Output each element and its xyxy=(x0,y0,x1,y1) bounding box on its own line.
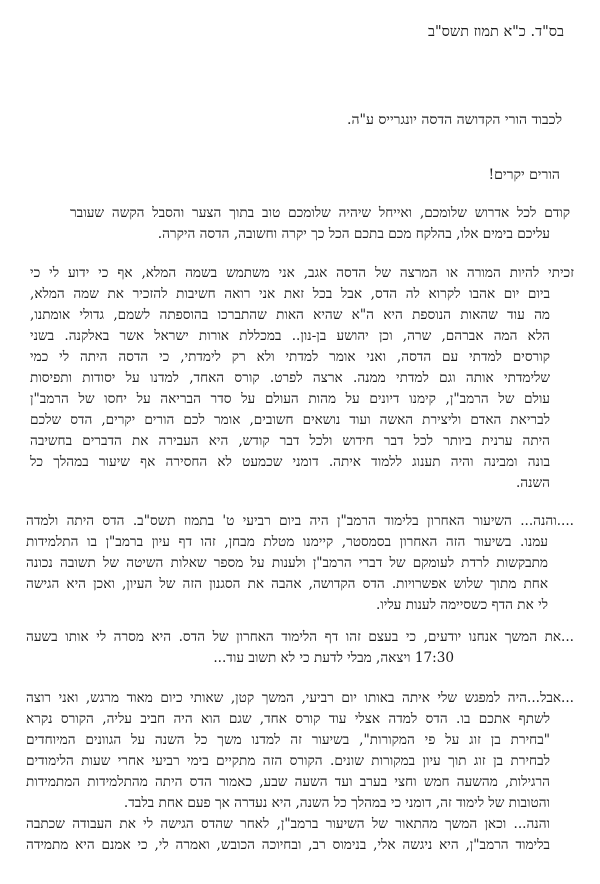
paragraph-line: הרגילות, מהשעה חמש וחצי בערב ועד השעה שבע, כאמור הדס היתה מהתלמידות המתמידות xyxy=(26,774,550,790)
paragraph-opening xyxy=(70,203,570,245)
paragraph-line: היתה ערנית ביותר לכל דבר חידוש ולכל דבר קודש, היא העבירה את הדברים בחשיבה xyxy=(30,433,550,449)
greeting: הורים יקרים! xyxy=(488,167,560,183)
paragraph-line: מתבקשות לרדת לעומקם של דברי הרמב"ן ולענות על מספר שאלות השיטה של תשובה נכונה xyxy=(26,555,548,571)
paragraph-line: לי את הדף כשסיימה לענות עליו. xyxy=(375,597,548,613)
date-line: בס"ד. כ"א תמוז תשס"ב xyxy=(428,24,564,40)
paragraph-line: "בחירת בן זוג על פי המקורות", בשיעור זה למדנו משך כל השנה על הגוונים המיוחדים xyxy=(26,732,550,748)
paragraph-line: הלא המה אברהם, שרה, וכן יהושע בן-נון.. במכללת אורות ישראל אשר באלקנה. בשני xyxy=(30,328,550,344)
paragraph-line: עמנו. בשיעור הזה האחרון בסמסטר, קיימנו מטלת מבחן, זהו דף עיון ברמב"ן בו התלמידות xyxy=(26,534,548,550)
paragraph-line: ...אבל...היה למפגש שלי איתה באותו יום רביעי, המשך קטן, שאותי כיום מאוד מרגש, ואני רוצה xyxy=(26,690,574,706)
paragraph-line: בונה ומבינה והיה תענוג ללמוד איתה. דומני שכמעט לא החסירה אף שיעור במהלך כל xyxy=(30,454,550,470)
paragraph-line: זכיתי להיות המורה או המרצה של הדסה אגב, אני משתמש בשמה המלא, אף כי ידוע לי כי xyxy=(30,265,574,281)
paragraph-line: לבריאת האדם וליצירת האשה ועוד נושאים חשובים, אומר לכם הורים יקרים, הדס שלכם xyxy=(30,412,550,428)
paragraph-line: והטובות של לימוד זה, דומני כי במהלך כל השנה, היא נעדרה אך פעם אחת בלבד. xyxy=(123,795,550,811)
paragraph-line: והנה... וכאן המשך מהתאור של השיעור ברמב"ן, לאחר שהדס הגישה לי את העבודה שכתבה xyxy=(26,816,550,832)
paragraph-line: קורסים למדתי עם הדסה, ואני אומר למדתי ולא רק לימדתי, כי הדסה היתה לי כמי xyxy=(30,349,550,365)
paragraph-line: עולם של הרמב"ן, קימנו דיונים על מהות העולם על סדר הבריאה על יחסו של הרמב"ן xyxy=(30,391,550,407)
paragraph-line: עליכם בימים אלו, בהלקח מכם בתכם הכל כך יקרה וחשובה, הדסה היקרה. xyxy=(157,226,550,242)
paragraph-line: בלימוד הרמב"ן, היא ניגשה אלי, בנימוס רב, ובחיוכה הכובש, ואמרה לי, כי אמנם היא מתמידה xyxy=(26,837,550,853)
paragraph-line: השנה. xyxy=(515,475,550,491)
paragraph-line: 17:30 ויצאה, מבלי לדעת כי לא תשוב עוד... xyxy=(213,650,454,666)
recipient-line: לכבוד הורי הקדושה הדסה יונגרייס ע"ה. xyxy=(347,112,562,128)
paragraph-continuation xyxy=(26,627,574,669)
paragraph-line: ...את המשך אנחנו יודעים, כי בעצם זהו דף הלימוד האחרון של הדס. היא מסרה לי אותו בשעה xyxy=(26,629,574,645)
paragraph-line: ביום יום אהבו לקרוא לה הדס, אבל בכל זאת אני רואה חשיבות להזכיר את שמה המלא, xyxy=(30,286,550,302)
paragraph-line: אחת מתוך שלוש אפשרויות. הדס הקדושה, אהבה את הסגנון הזה של העיון, ואכן היא הגישה xyxy=(26,576,548,592)
paragraph-teacher xyxy=(30,263,574,494)
paragraph-last-lesson xyxy=(26,511,574,616)
paragraph-line: מה עוד שהאות הנוספת היא ה"א שהיא האות שהתברכו בהוספתה לשמם, גדולי אומתנו, xyxy=(30,307,550,323)
paragraph-line: שלימדתי אותה וגם למדתי ממנה. ארצה לפרט. קורס האחד, למדנו על יסודות ותפיסות xyxy=(30,370,550,386)
paragraph-line: לשתף אתכם בו. הדס למדה אצלי עוד קורס אחד, שגם הוא היה חביב עליה, הקורס נקרא xyxy=(26,711,550,727)
paragraph-line: לבחירת בן זוג תוך עיון במקורות שונים. הקורס הזה מתקיים בימי רביעי אחרי שעות הלימודים xyxy=(26,753,550,769)
paragraph-line: קודם לכל אדרוש שלומכם, ואייחל שיהיה שלומכם טוב בתוך הצער והסבל הקשה שעובר xyxy=(70,205,570,221)
paragraph-line: ....והנה... השיעור האחרון בלימוד הרמב"ן היה ביום רביעי ט' בתמוז תשס"ב. הדס היתה ולמדה xyxy=(26,513,574,529)
paragraph-second-course xyxy=(26,688,574,856)
